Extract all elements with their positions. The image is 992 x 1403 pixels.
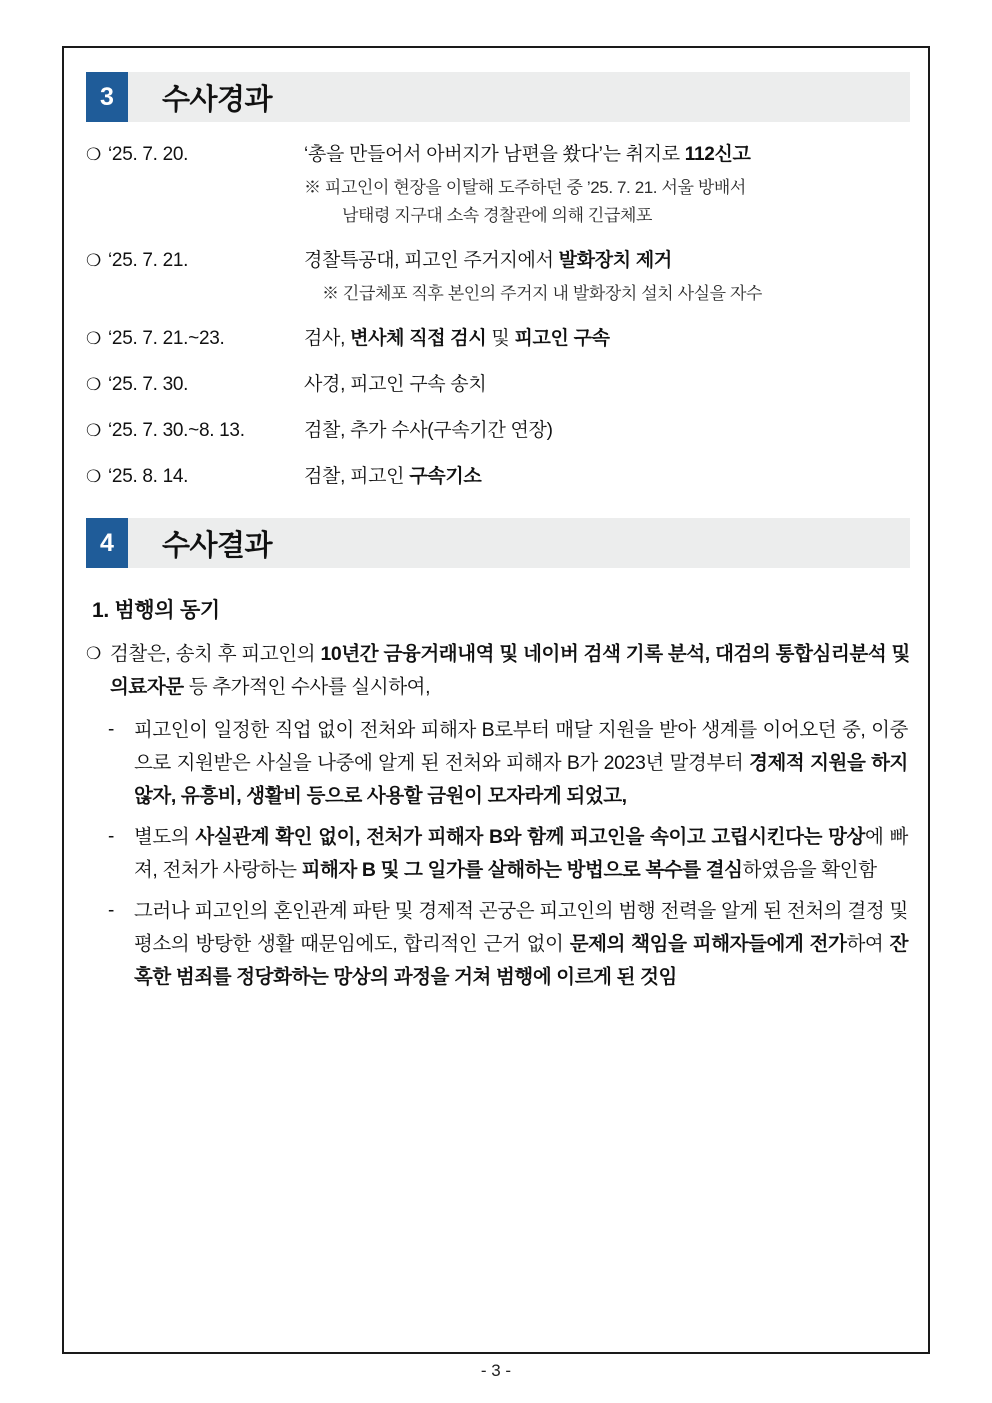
timeline-text-bold: 발화장치 제거 <box>558 250 672 271</box>
section-header-3 <box>86 72 910 122</box>
paragraph-item <box>86 895 910 994</box>
text-segment-bold: 문제의 책임을 피해자들에게 전가 <box>569 933 847 955</box>
bullet-icon: ❍ <box>86 145 102 164</box>
text-segment: 하였음을 확인함 <box>742 859 877 881</box>
timeline-subnote-1: ※ 피고인이 현장을 이탈해 도주하던 중 ’25. 7. 21. 서울 방배서 <box>304 178 746 197</box>
timeline-text: 검찰, 추가 수사(구속기간 연장) <box>304 420 553 441</box>
timeline-body <box>304 370 910 400</box>
paragraph-item <box>86 714 910 813</box>
bullet-icon: ❍ <box>86 329 102 348</box>
text-segment: 하여 <box>846 933 890 955</box>
timeline-body <box>304 140 910 230</box>
bullet-icon: ❍ <box>86 421 102 440</box>
text-segment-bold: 잔혹한 범죄를 정당화하는 망상의 과정을 거쳐 범행에 이르게 된 것임 <box>134 933 908 988</box>
dash-icon: - <box>108 826 115 847</box>
timeline-text-mid: 및 <box>486 328 515 349</box>
timeline-row <box>86 370 910 400</box>
timeline-text: ‘총을 만들어서 아버지가 남편을 쐈다’는 취지로 <box>304 144 685 165</box>
section-title-bar-4 <box>128 518 910 568</box>
timeline-date: ‘25. 7. 30. <box>108 374 189 395</box>
text-segment: 에 빠져, 전처가 사랑하는 <box>134 826 908 881</box>
paragraph-text <box>134 714 910 813</box>
dash-icon: - <box>108 900 115 921</box>
text-segment: 피고인이 일정한 직업 없이 전처와 피해자 B로부터 매달 지원을 받아 생계를 이어오던 중, 이중으로 지원받은 사실을 나중에 알게 된 전처와 피해자 B가 2023년 말경부터 <box>134 719 908 774</box>
text-segment: 별도의 <box>134 826 196 848</box>
timeline-date: ‘25. 7. 21. <box>108 250 189 271</box>
text-segment: 등 추가적인 수사를 실시하여, <box>183 676 431 698</box>
timeline-date: ‘25. 7. 20. <box>108 144 189 165</box>
page-content <box>86 72 910 1002</box>
section-title-3: 수사경과 <box>162 83 273 116</box>
page-number: - 3 - <box>480 1361 512 1380</box>
timeline-text-bold-2: 피고인 구속 <box>514 328 610 349</box>
timeline-body <box>304 324 910 354</box>
dash-icon: - <box>108 719 115 740</box>
text-segment: 그러나 피고인의 혼인관계 파탄 및 경제적 곤궁은 피고인의 범행 전력을 알게 된 전처의 결정 및 평소의 방탕한 생활 때문임에도, 합리적인 근거 없이 <box>134 900 908 955</box>
bullet-icon: ❍ <box>86 644 102 663</box>
timeline-text: 사경, 피고인 구속 송치 <box>304 374 487 395</box>
timeline-text: 검찰, 피고인 <box>304 466 410 487</box>
bullet-icon: ❍ <box>86 251 102 270</box>
timeline-body <box>304 416 910 446</box>
text-segment-bold: 피해자 B 및 그 일가를 살해하는 방법으로 복수를 결심 <box>301 859 743 881</box>
timeline-subnote-2: 남태령 지구대 소속 경찰관에 의해 긴급체포 <box>342 206 653 225</box>
paragraph-item <box>86 638 910 704</box>
timeline-row <box>86 416 910 446</box>
timeline-row <box>86 462 910 492</box>
timeline-row <box>86 246 910 308</box>
section-number-4: 4 <box>86 518 128 568</box>
text-segment: 검찰은, 송치 후 피고인의 <box>110 643 321 665</box>
timeline-row <box>86 140 910 230</box>
paragraph-text <box>134 821 910 887</box>
timeline-date: ‘25. 7. 21.~23. <box>108 328 225 349</box>
bullet-icon: ❍ <box>86 467 102 486</box>
timeline-body <box>304 246 910 308</box>
timeline-row <box>86 324 910 354</box>
timeline-text: 검사, <box>304 328 351 349</box>
paragraph-item <box>86 821 910 887</box>
timeline-text-bold: 112신고 <box>684 144 751 165</box>
timeline-text-bold: 변사체 직접 검시 <box>350 328 487 349</box>
timeline-date: ‘25. 7. 30.~8. 13. <box>108 420 245 441</box>
text-segment-bold: 10년간 금융거래내역 및 네이버 검색 기록 분석, 대검의 통합심리분석 및 의료자문 <box>110 643 910 698</box>
section-title-4: 수사결과 <box>162 529 273 562</box>
timeline-body <box>304 462 910 492</box>
paragraph-text <box>110 638 910 704</box>
section-header-4 <box>86 518 910 568</box>
timeline-list <box>86 140 910 492</box>
timeline-date: ‘25. 8. 14. <box>108 466 189 487</box>
timeline-text: 경찰특공대, 피고인 주거지에서 <box>304 250 559 271</box>
text-segment-bold: 사실관계 확인 없이, 전처가 피해자 B와 함께 피고인을 속이고 고립시킨다는 망상 <box>195 826 865 848</box>
subsection-heading: 1. 범행의 동기 <box>92 599 220 622</box>
timeline-subnote-1: ※ 긴급체포 직후 본인의 주거지 내 발화장치 설치 사실을 자수 <box>322 284 763 303</box>
bullet-icon: ❍ <box>86 375 102 394</box>
timeline-text-bold: 구속기소 <box>409 466 482 487</box>
section4-body <box>86 638 910 994</box>
text-segment-bold: 경제적 지원을 하지 않자, 유흥비, 생활비 등으로 사용할 금원이 모자라게 되었고, <box>134 752 908 807</box>
section-number-3: 3 <box>86 72 128 122</box>
section-title-bar-3 <box>128 72 910 122</box>
paragraph-text <box>134 895 910 994</box>
